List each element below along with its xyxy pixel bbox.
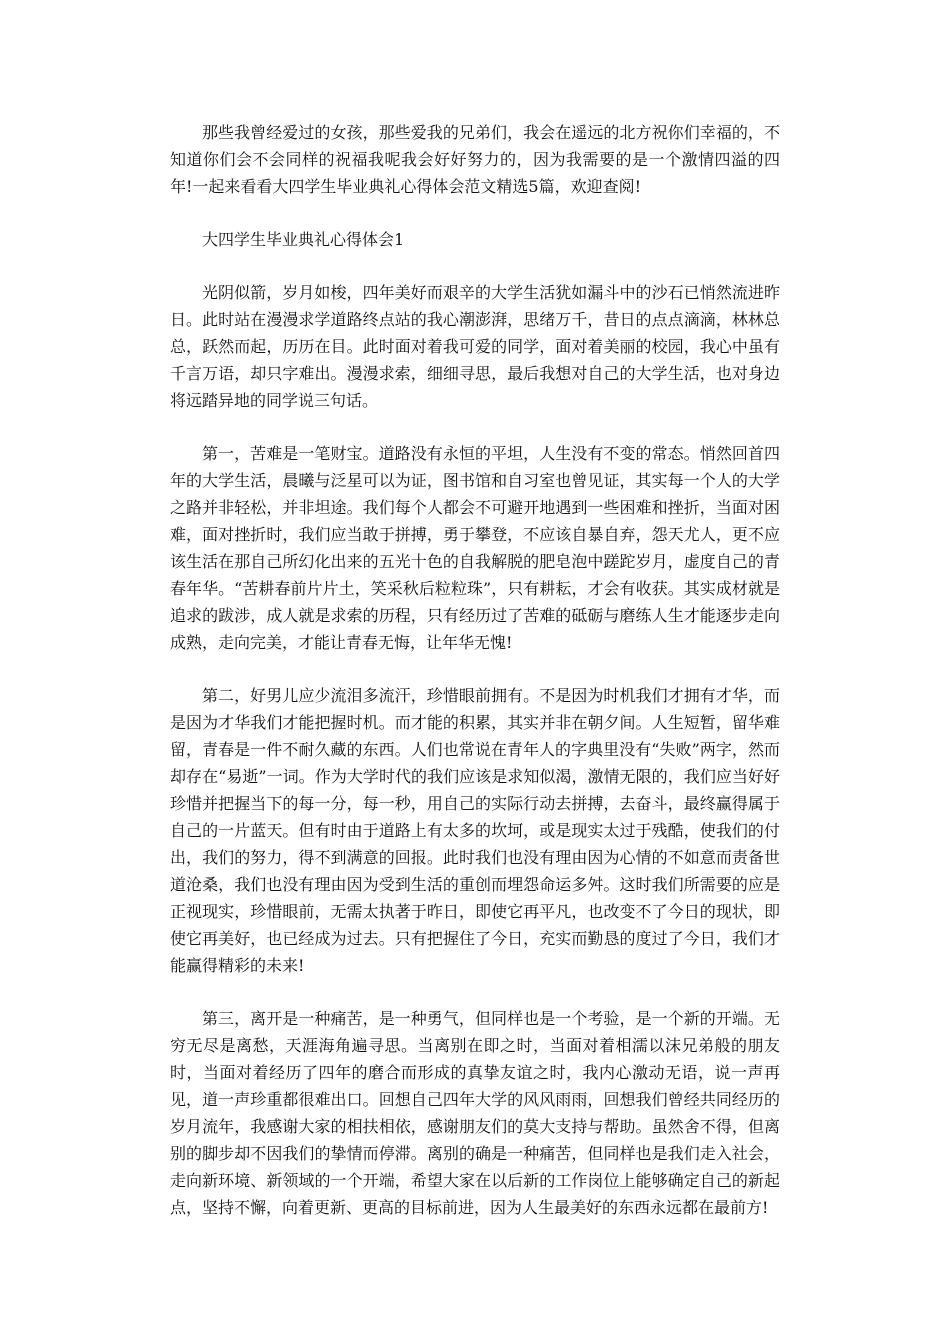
intro-paragraph: 那些我曾经爱过的女孩，那些爱我的兄弟们，我会在遥远的北方祝你们幸福的，不知道你们会不会同样的祝福我呢我会好好努力的，因为我需要的是一个激情四溢的四年!一起来看看大四学生毕业典礼心得体会范文精选5篇，欢迎查阅! [170,123,780,196]
document-body [170,119,780,1247]
section-title: 大四学生毕业典礼心得体会1 [202,230,405,249]
body-paragraph-4: 第三，离开是一种痛苦，是一种勇气，但同样也是一个考验，是一个新的开端。无穷无尽是离愁，天涯海角遍寻思。当离别在即之时，当面对着相濡以沫兄弟般的朋友时，当面对着经历了四年的磨合而形成的真挚友谊之时，我内心激动无语，说一声再见，道一声珍重都很难出口。回想自己四年大学的风风雨雨，回想我们曾经共同经历的岁月流年，我感谢大家的相扶相依，感谢朋友们的莫大支持与帮助。虽然舍不得，但离别的脚步却不因我们的挚情而停滞。离别的确是一种痛苦，但同样也是我们走入社会，走向新环境、新领域的一个开端，希望大家在以后新的工作岗位上能够确定自己的新起点，坚持不懈，向着更新、更高的目标前进，因为人生最美好的东西永远都在最前方! [170,1009,780,1217]
body-paragraph-3: 第二，好男儿应少流泪多流汗，珍惜眼前拥有。不是因为时机我们才拥有才华，而是因为才华我们才能把握时机。而才能的积累，其实并非在朝夕间。人生短暂，留华难留，青春是一件不耐久藏的东西。人们也常说在青年人的字典里没有“失败”两字，然而却存在“易逝”一词。作为大学时代的我们应该是求知似渴，激情无限的，我们应当好好珍惜并把握当下的每一分，每一秒，用自己的实际行动去拼搏，去奋斗，最终赢得属于自己的一片蓝天。但有时由于道路上有太多的坎坷，或是现实太过于残酷，使我们的付出，我们的努力，得不到满意的回报。此时我们也没有理由因为心情的不如意而责备世道沧桑，我们也没有理由因为受到生活的重创而埋怨命运多舛。这时我们所需要的应是正视现实，珍惜眼前，无需太执著于昨日，即使它再平凡，也改变不了今日的现状，即使它再美好，也已经成为过去。只有把握住了今日，充实而勤恳的度过了今日，我们才能赢得精彩的未来! [170,686,780,975]
body-paragraph-1: 光阴似箭，岁月如梭，四年美好而艰辛的大学生活犹如漏斗中的沙石已悄然流进昨日。此时站在漫漫求学道路终点站的我心潮澎湃，思绪万千，昔日的点点滴滴，林林总总，跃然而起，历历在目。此时面对着我可爱的同学，面对着美丽的校园，我心中虽有千言万语，却只字难出。漫漫求索，细细寻思，最后我想对自己的大学生活，也对身边将远踏异地的同学说三句话。 [170,283,780,410]
body-paragraph-2: 第一，苦难是一笔财宝。道路没有永恒的平坦，人生没有不变的常态。悄然回首四年的大学生活，晨曦与泛星可以为证，图书馆和自习室也曾见证，其实每一个人的大学之路并非轻松，并非坦途。我们每个人都会不可避开地遇到一些困难和挫折，当面对困难，面对挫折时，我们应当敢于拼搏，勇于攀登，不应该自暴自弃，怨天尤人，更不应该生活在那自己所幻化出来的五光十色的自我解脱的肥皂泡中蹉跎岁月，虚度自己的青春年华。“苦耕春前片片土，笑采秋后粒粒珠”，只有耕耘，才会有收获。其实成材就是追求的跋涉，成人就是求索的历程，只有经历过了苦难的砥砺与磨练人生才能逐步走向成熟，走向完美，才能让青春无悔，让年华无愧! [170,444,780,652]
